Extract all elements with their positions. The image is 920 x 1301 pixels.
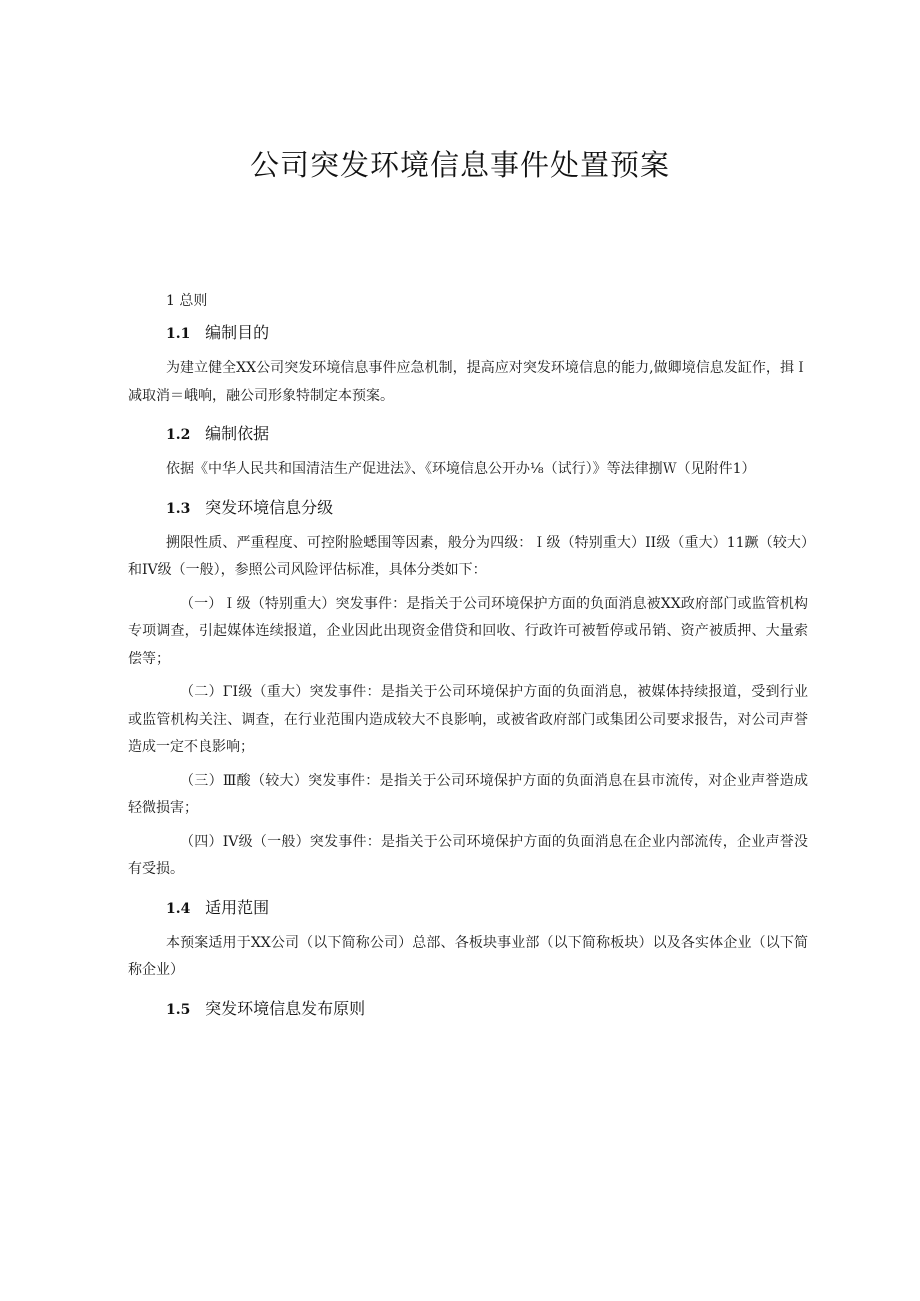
section-number: 1.5	[166, 1001, 191, 1018]
paragraph: 搠限性质、严重程度、可控附脸蟋围等因素，般分为四级：Ｉ级（特别重大）II级（重大）11蹶（较大）和IV级（一般），参照公司风险评估标准，具体分类如下：	[128, 534, 808, 578]
paragraph: 本预案适用于XX公司（以下简称公司）总部、各板块事业部（以下简称板块）以及各实体企业（以下简称企业）	[128, 934, 808, 978]
paragraph-level-4: （四）IV级（一般）突发事件：是指关于公司环境保护方面的负面消息在企业内部流传，企业声誉没有受损。	[128, 833, 808, 877]
section-number: 1.1	[166, 326, 191, 342]
section-title: 编制目的	[205, 323, 270, 342]
paragraph: 为建立健全XX公司突发环境信息事件应急机制，提高应对突发环境信息的能力,做卿境信息发缸作，揖Ｉ减取消＝峨响，融公司形象特制定本预案。	[128, 360, 808, 404]
section-heading-1-4	[128, 894, 808, 923]
section-heading-1-3	[128, 494, 808, 523]
paragraph-level-1: （一）Ｉ级（特别重大）突发事件：是指关于公司环境保护方面的负面消息被XX政府部门或监管机构专项调查，引起媒体连续报道，企业因此出现资金借贷和回收、行政许可被暂停或吊销、资产被质押、大量索偿等；	[128, 595, 808, 667]
section-title: 突发环境信息分级	[205, 497, 334, 517]
chapter-heading: 1 总则	[166, 293, 208, 309]
document-body	[128, 288, 808, 1031]
section-title: 编制依据	[205, 424, 270, 443]
paragraph-level-3: （三）Ⅲ酸（较大）突发事件：是指关于公司环境保护方面的负面消息在县市流传，对企业声誉造成轻微损害；	[128, 772, 808, 816]
paragraph-level-2: （二）ΓΙ级（重大）突发事件：是指关于公司环境保护方面的负面消息，被媒体持续报道，受到行业或监管机构关注、调查，在行业范围内造成较大不良影响，或被省政府部门或集团公司要求报告，对公司声誉造成一定不良影响；	[128, 684, 808, 755]
section-number: 1.2	[166, 427, 191, 443]
section-number: 1.4	[166, 900, 191, 917]
section-heading-1-5	[128, 995, 808, 1024]
paragraph: 依据《中华人民共和国清洁生产促进法》、《环境信息公开办⅛（试行）》等法律捌Ｗ（见附件1）	[166, 461, 756, 477]
section-title: 突发环境信息发布原则	[205, 998, 366, 1018]
section-title: 适用范围	[205, 897, 270, 917]
section-heading-1-1	[128, 319, 808, 348]
section-number: 1.3	[166, 500, 191, 517]
document-title: 公司突发环境信息事件处置预案	[249, 148, 670, 182]
section-heading-1-2	[128, 420, 808, 449]
